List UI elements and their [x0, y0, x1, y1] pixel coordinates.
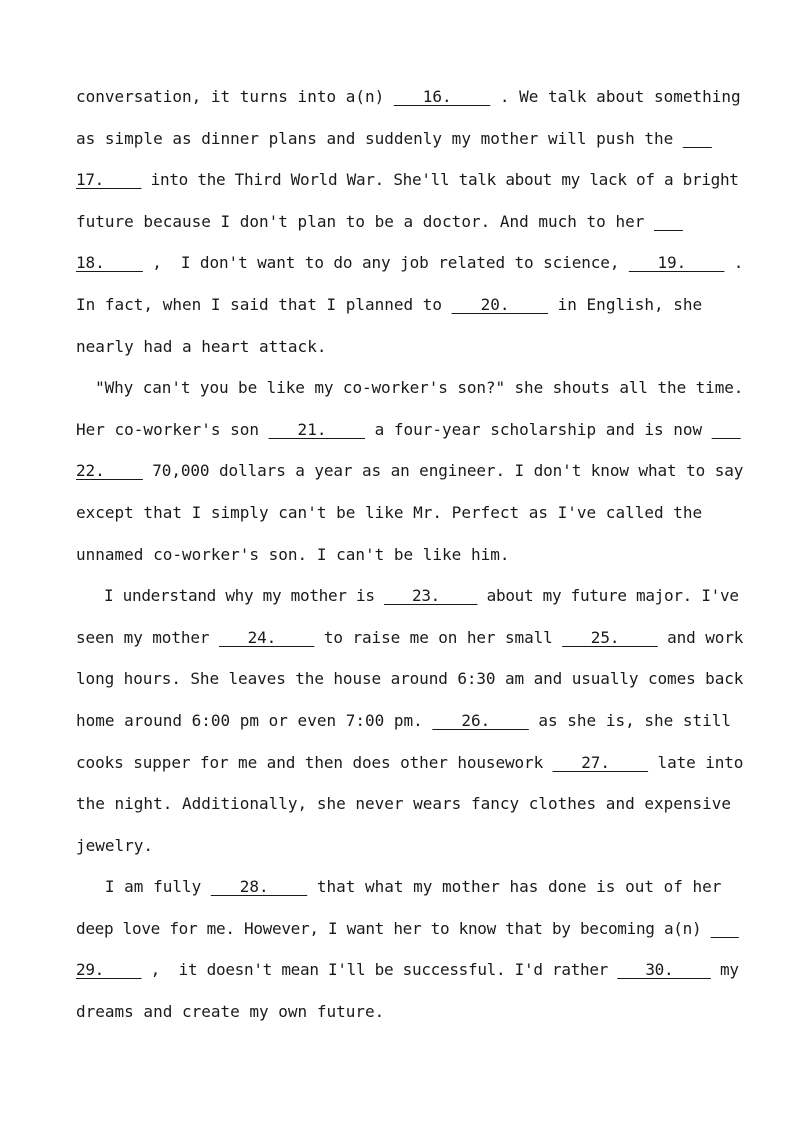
text-segment: I am fully	[76, 877, 211, 897]
text-line	[76, 949, 744, 991]
text-line	[76, 201, 744, 243]
answer-blank: 18.____	[76, 253, 143, 273]
text-line	[76, 658, 744, 700]
answer-blank: ___21.____	[268, 419, 365, 439]
answer-blank: ___	[653, 211, 683, 231]
text-segment: Her co-worker's son	[76, 419, 269, 439]
text-segment: . We talk about something	[490, 87, 741, 106]
text-segment: dreams and create my own future.	[76, 1002, 385, 1022]
text-segment: as she is, she still	[528, 710, 732, 730]
text-segment: nearly had a heart attack.	[76, 336, 327, 356]
answer-blank: 22.____	[76, 461, 143, 481]
answer-blank: 17.____	[76, 170, 142, 190]
text-segment: conversation, it turns into a(n)	[76, 87, 394, 106]
answer-blank: ___23.____	[383, 586, 478, 606]
text-segment: unnamed co-worker's son. I can't be like him.	[76, 544, 510, 564]
text-segment: deep love for me. However, I want her to know that by becoming a(n)	[76, 918, 711, 938]
text-segment: and work	[657, 627, 744, 647]
text-segment: a four-year scholarship and is now	[364, 419, 712, 439]
text-segment: 70,000 dollars a year as an engineer. I don't know what to say	[142, 461, 744, 481]
text-line	[76, 242, 744, 284]
text-line	[76, 825, 744, 867]
text-line	[76, 742, 744, 784]
answer-blank: ___16.____	[393, 87, 491, 106]
text-line	[76, 534, 744, 576]
text-line	[76, 326, 744, 368]
text-line	[76, 617, 744, 659]
text-segment: my	[710, 960, 739, 980]
text-segment: , I don't want to do any job related to science,	[142, 253, 629, 273]
answer-blank: ___20.____	[451, 294, 549, 314]
text-segment: , it doesn't mean I'll be successful. I'd rather	[141, 960, 618, 980]
text-segment: that what my mother has done is out of her	[307, 877, 722, 897]
text-segment: jewelry.	[76, 835, 154, 855]
text-segment: In fact, when I said that I planned to	[76, 294, 452, 314]
answer-blank: ___27.____	[552, 752, 648, 772]
answer-blank: ___30.____	[617, 960, 711, 980]
text-segment: seen my mother	[76, 627, 219, 647]
text-segment: cooks supper for me and then does other housework	[76, 752, 553, 772]
text-line	[76, 575, 744, 617]
text-line	[76, 991, 744, 1033]
text-segment: long hours. She leaves the house around 6:30 am and usually comes back	[76, 669, 744, 689]
text-line	[76, 76, 744, 118]
text-segment: except that I simply can't be like Mr. Perfect as I've called the	[76, 502, 703, 522]
text-line	[76, 367, 744, 409]
text-line	[76, 118, 744, 160]
text-line	[76, 450, 744, 492]
text-segment: .	[724, 253, 744, 273]
text-segment: future because I don't plan to be a doctor. And much to her	[76, 211, 654, 231]
text-line	[76, 409, 744, 451]
text-segment: to raise me on her small	[314, 627, 563, 647]
text-line	[76, 783, 744, 825]
text-segment: I understand why my mother is	[76, 586, 384, 606]
text-line	[76, 492, 744, 534]
text-line	[76, 700, 744, 742]
answer-blank: 29.____	[76, 960, 142, 980]
text-line	[76, 159, 744, 201]
answer-blank: ___19.____	[628, 253, 725, 273]
text-line	[76, 866, 744, 908]
document-page	[76, 76, 744, 1033]
text-segment: home around 6:00 pm or even 7:00 pm.	[76, 710, 433, 730]
text-segment: into the Third World War. She'll talk about my lack of a bright	[141, 170, 739, 190]
text-segment: "Why can't you be like my co-worker's son?" she shouts all the time.	[76, 378, 744, 398]
text-segment: late into	[648, 752, 744, 772]
text-segment: about my future major. I've	[477, 586, 739, 606]
answer-blank: ___28.____	[210, 877, 308, 897]
answer-blank: ___	[711, 419, 741, 439]
text-segment: the night. Additionally, she never wears fancy clothes and expensive	[76, 794, 732, 814]
answer-blank: ___	[710, 918, 739, 938]
text-line	[76, 908, 744, 950]
answer-blank: ___25.____	[562, 627, 658, 647]
text-segment: in English, she	[548, 294, 703, 314]
text-line	[76, 284, 744, 326]
text-segment: as simple as dinner plans and suddenly my mother will push the	[76, 128, 683, 148]
answer-blank: ___26.____	[432, 710, 529, 730]
answer-blank: ___	[682, 128, 712, 148]
answer-blank: ___24.____	[219, 627, 315, 647]
